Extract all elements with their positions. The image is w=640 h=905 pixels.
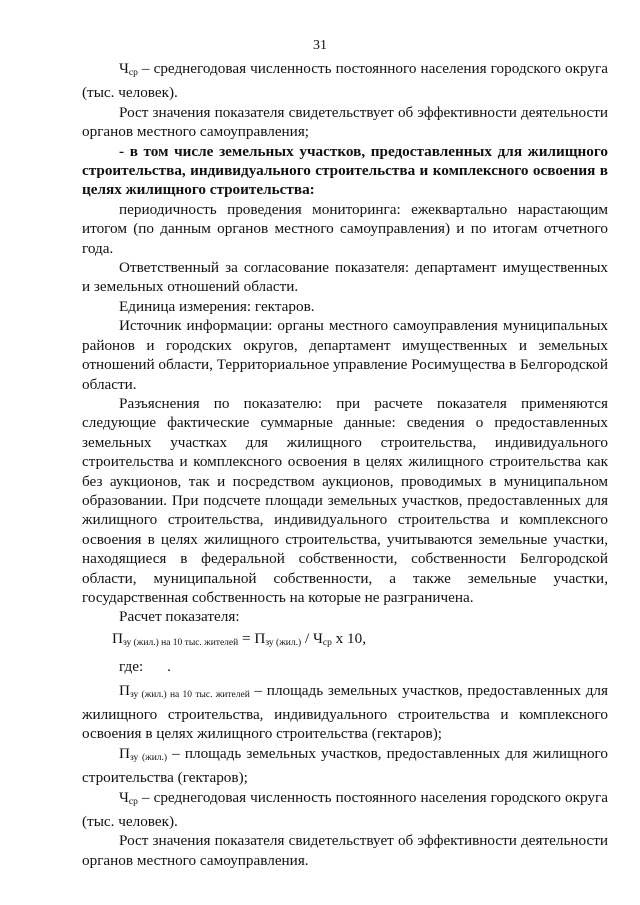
paragraph-growth: Рост значения показателя свидетельствует об эффективности деятельности органов местного самоуправления;: [82, 103, 608, 141]
formula-denominator-subscript: ср: [322, 637, 332, 648]
definition-pzu: [82, 744, 608, 788]
paragraph-calculation: Расчет показателя:: [119, 608, 240, 626]
formula-slash: /: [301, 629, 313, 647]
paragraph-unit: Единица измерения: гектаров.: [119, 297, 315, 315]
definition-text: – площадь земельных участков, предоставленных для жилищного строительства (гектаров);: [82, 744, 608, 787]
formula-equals: =: [238, 629, 255, 647]
section-heading: - в том числе земельных участков, предоставленных для жилищного строительства, индивидуального строительства и комплексного освоения в целях жилищного строительства:: [82, 142, 608, 199]
formula-denominator-symbol: Ч: [312, 629, 323, 647]
where-line: [119, 657, 608, 676]
variable-subscript: зу (жил.): [129, 752, 168, 763]
formula-lhs-symbol: П: [112, 629, 123, 647]
paragraph-growth-final: Рост значения показателя свидетельствует об эффективности деятельности органов местного самоуправления.: [82, 832, 608, 869]
formula-numerator-symbol: П: [254, 629, 266, 647]
paragraph-explanation: Разъяснения по показателю: при расчете показателя применяются следующие фактические суммарные данные: сведения о предоставленных земельных участках для жилищного строительства, индивидуального строительства и комплексного освоения в целях жилищного строительства как без аукционов, так и посредством аукционов, проводимых в муниципальном образовании. При подсчете площади земельных участков, предоставленных для жилищного строительства, индивидуального строительства и комплексного освоения в целях жилищного строительства, учитываются земельные участки, находящиеся в федеральной собственности, собственности Белгородской области, муниципальной собственности, а также земельные участки, государственная собственность на которые не разграничена.: [82, 394, 608, 606]
formula-numerator-subscript: зу (жил.): [265, 637, 302, 648]
where-label: где:: [119, 658, 144, 676]
definition-text: – среднегодовая численность постоянного населения городского округа (тыс. человек).: [82, 788, 608, 831]
where-dot: .: [167, 658, 171, 676]
definition-chsr: [82, 59, 608, 103]
definition-chsr-2: [82, 788, 608, 832]
formula-lhs-subscript: зу (жил.) на 10 тыс. жителей: [122, 637, 239, 648]
variable-symbol: П: [119, 744, 130, 762]
variable-symbol: Ч: [119, 788, 129, 806]
formula-tail: х 10,: [331, 629, 366, 647]
paragraph-periodicity: периодичность проведения мониторинга: ежеквартально нарастающим итогом (по данным органов местного самоуправления) и по итогам отчетного года.: [82, 200, 608, 257]
variable-subscript: зу (жил.) на 10 тыс. жителей: [129, 689, 250, 700]
paragraph-responsible: Ответственный за согласование показателя: департамент имущественных и земельных отношений области.: [82, 259, 608, 296]
document-body: [82, 59, 608, 870]
page-number: 31: [313, 38, 327, 53]
formula: [112, 629, 608, 653]
variable-subscript: ср: [128, 68, 138, 78]
definition-pzu-per10k: [82, 681, 608, 744]
variable-subscript: ср: [128, 796, 138, 807]
variable-symbol: П: [119, 681, 130, 699]
paragraph-source: Источник информации: органы местного самоуправления муниципальных районов и городских округов, департамент имущественных и земельных отношений области, Территориальное управление Росимущества в Белгородской области.: [82, 317, 609, 393]
variable-symbol: Ч: [119, 60, 129, 77]
definition-text: – площадь земельных участков, предоставленных для жилищного строительства, индивидуального строительства и комплексного освоения в целях жилищного строительства (гектаров);: [82, 681, 608, 743]
definition-text: – среднегодовая численность постоянного населения городского округа (тыс. человек).: [82, 60, 608, 102]
